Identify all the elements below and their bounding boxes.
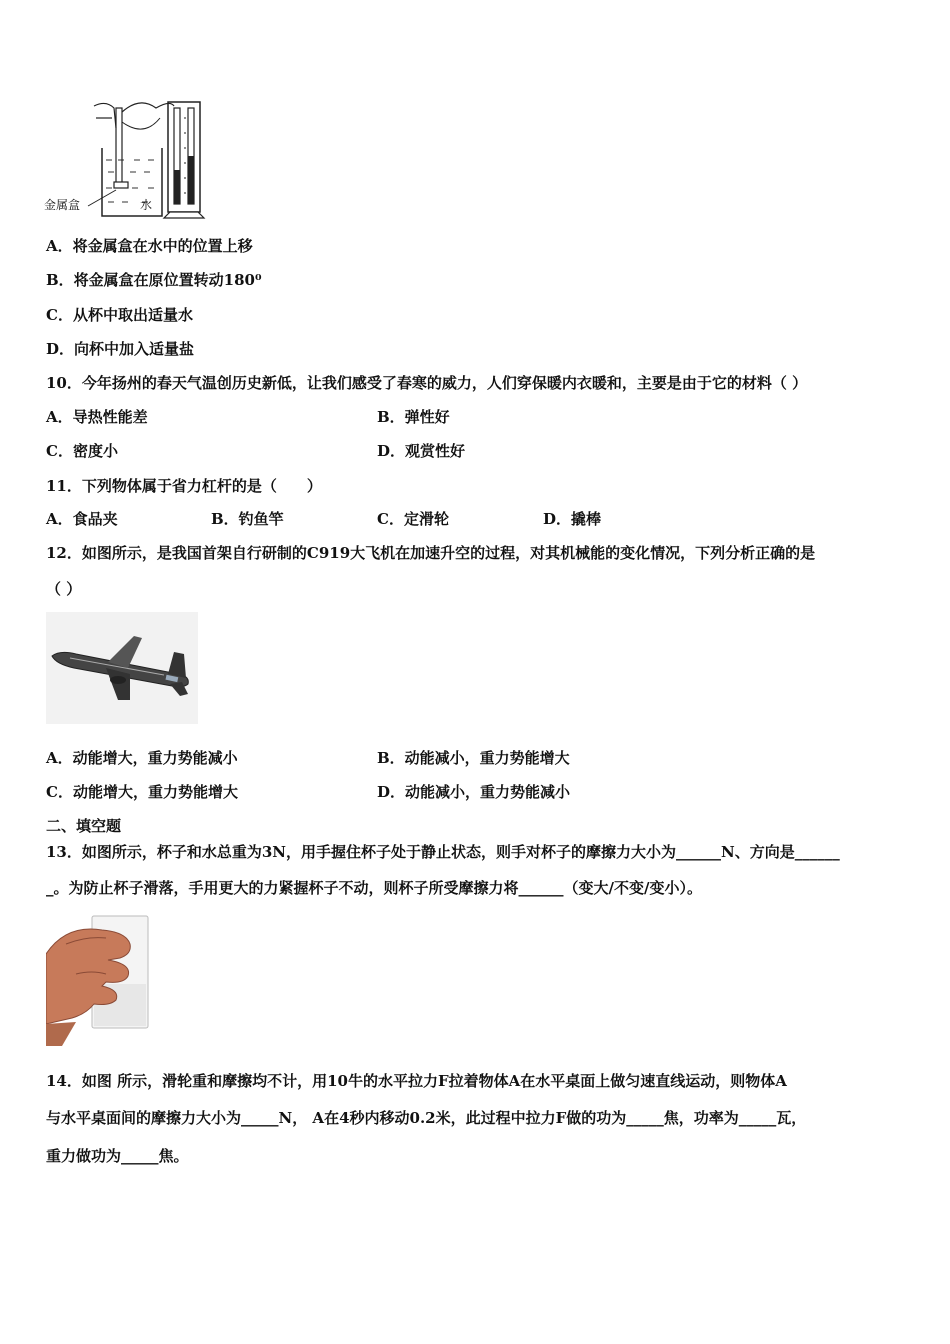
q10-option-d: D．观赏性好 — [377, 442, 466, 460]
q9-option-c: C．从杯中取出适量水 — [46, 306, 193, 324]
q12-option-b: B．动能减小，重力势能增大 — [377, 749, 570, 767]
metal-box-label: 金属盒 — [44, 198, 81, 212]
q11-option-d: D．撬棒 — [543, 510, 602, 528]
q13-line2: _。为防止杯子滑落，手用更大的力紧握杯子不动，则杯子所受摩擦力将______（变大/不变/变小）。 — [46, 879, 702, 897]
q14-line2: 与水平桌面间的摩擦力大小为_____N， A在4秒内移动0.2米，此过程中拉力F做的功为_____焦，功率为_____瓦， — [46, 1109, 807, 1127]
q12-option-c: C．动能增大，重力势能增大 — [46, 783, 238, 801]
q11-option-a: A．食品夹 — [46, 510, 118, 528]
water-label: 水 — [140, 198, 153, 212]
q10-stem: 10．今年扬州的春天气温创历史新低，让我们感受了春寒的威力，人们穿保暖内衣暖和，主要是由于它的材料（ ） — [46, 374, 808, 392]
q9-option-d: D．向杯中加入适量盐 — [46, 340, 195, 358]
q12-option-a: A．动能增大，重力势能减小 — [46, 749, 238, 767]
pressure-gauge-figure — [44, 98, 214, 220]
q12-stem-line1: 12．如图所示，是我国首架自行研制的C919大飞机在加速升空的过程，对其机械能的变化情况，下列分析正确的是 — [46, 544, 816, 562]
q11-option-b: B．钓鱼竿 — [211, 510, 284, 528]
q10-option-c: C．密度小 — [46, 442, 118, 460]
q10-option-b: B．弹性好 — [377, 408, 450, 426]
q10-option-a: A．导热性能差 — [46, 408, 148, 426]
q9-option-b: B．将金属盒在原位置转动180⁰ — [46, 271, 262, 289]
airplane-drawing — [46, 612, 198, 724]
q13-line1: 13．如图所示，杯子和水总重为3N，用手握住杯子处于静止状态，则手对杯子的摩擦力大小为______N、方向是______ — [46, 843, 840, 861]
hand-cup-drawing — [46, 914, 150, 1046]
section-heading-fill-in: 二、填空题 — [46, 817, 122, 835]
airplane-figure — [46, 612, 198, 724]
q11-stem: 11．下列物体属于省力杠杆的是（ ） — [46, 477, 322, 495]
q14-line1: 14．如图 所示，滑轮重和摩擦均不计，用10牛的水平拉力F拉着物体A在水平桌面上做匀速直线运动，则物体A — [46, 1072, 787, 1090]
q12-option-d: D．动能减小，重力势能减小 — [377, 783, 571, 801]
hand-cup-figure — [46, 914, 150, 1046]
q14-line3: 重力做功为_____焦。 — [46, 1147, 189, 1165]
q9-option-a: A．将金属盒在水中的位置上移 — [46, 237, 253, 255]
q12-stem-line2: （ ） — [46, 580, 82, 598]
q11-option-c: C．定滑轮 — [377, 510, 449, 528]
